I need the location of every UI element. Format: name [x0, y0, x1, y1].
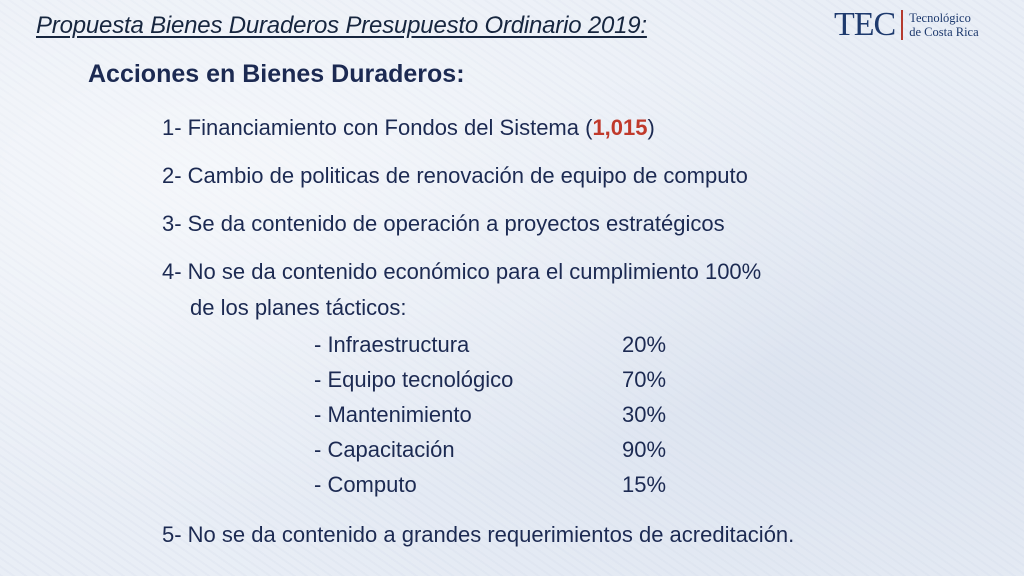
- logo-text: [909, 11, 978, 39]
- tec-logo: [834, 6, 1014, 44]
- plan-value: 30%: [622, 402, 667, 427]
- plan-row: [314, 472, 714, 498]
- action-item-4: 4- No se da contenido económico para el cumplimiento 100%: [162, 259, 762, 284]
- plan-row: [314, 367, 714, 393]
- action-item-4-continuation: de los planes tácticos:: [190, 295, 407, 320]
- plan-name: - Computo: [314, 472, 417, 497]
- logo-text-line1: Tecnológico: [909, 11, 971, 25]
- action-item-1-text: 1- Financiamiento con Fondos del Sistema (: [162, 115, 593, 140]
- action-item-1-suffix: ): [647, 115, 655, 140]
- plan-row: [314, 437, 714, 463]
- funding-amount: 1,015: [592, 115, 648, 140]
- action-item-1: [162, 115, 655, 141]
- plan-name: - Equipo tecnológico: [314, 367, 514, 392]
- plan-name: - Infraestructura: [314, 332, 470, 357]
- action-item-5: 5- No se da contenido a grandes requerimientos de acreditación.: [162, 522, 795, 547]
- plan-value: 15%: [622, 472, 667, 497]
- plan-name: - Capacitación: [314, 437, 455, 462]
- logo-mark: TEC: [834, 6, 896, 43]
- plan-value: 20%: [622, 332, 667, 357]
- plan-value: 70%: [622, 367, 667, 392]
- slide-title: Propuesta Bienes Duraderos Presupuesto Ordinario 2019:: [36, 12, 647, 39]
- logo-divider: [901, 10, 903, 40]
- plan-row: [314, 402, 714, 428]
- plan-value: 90%: [622, 437, 667, 462]
- plan-name: - Mantenimiento: [314, 402, 472, 427]
- action-item-3: 3- Se da contenido de operación a proyectos estratégicos: [162, 211, 725, 236]
- logo-text-line2: de Costa Rica: [909, 25, 979, 39]
- action-item-2: 2- Cambio de politicas de renovación de equipo de computo: [162, 163, 748, 188]
- section-heading: Acciones en Bienes Duraderos:: [88, 60, 465, 88]
- plan-row: [314, 332, 714, 358]
